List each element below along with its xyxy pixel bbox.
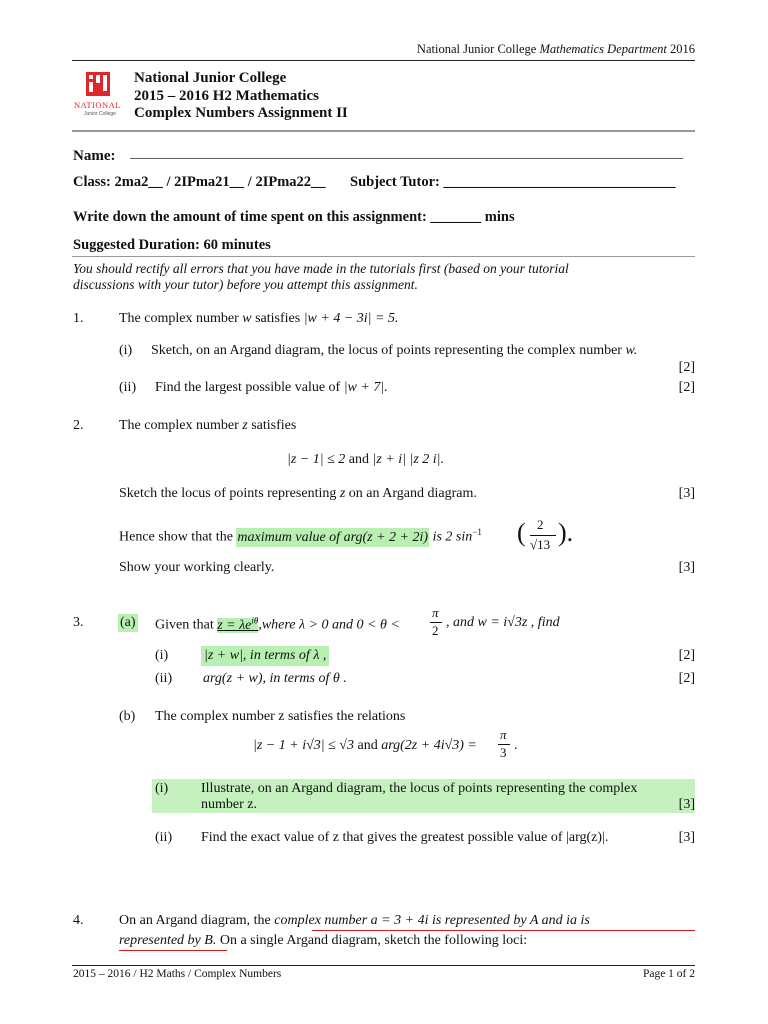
q3-part-bi-line2: number z. bbox=[201, 797, 257, 812]
q1-part-i-text: Sketch, on an Argand diagram, the locus of points representing the complex number w. bbox=[151, 343, 638, 358]
q2-number: 2. bbox=[73, 418, 84, 433]
q3-part-aii-label: (ii) bbox=[155, 671, 173, 686]
q2-highlight: maximum value of arg(z + 2 + 2i) bbox=[237, 529, 429, 545]
q3-number: 3. bbox=[73, 615, 84, 630]
q2-frac-den: √13 bbox=[530, 537, 551, 552]
q3-part-ai-marks: [2] bbox=[678, 648, 695, 663]
running-head: National Junior College Mathematics Department 2016 bbox=[416, 42, 695, 56]
q4-number: 4. bbox=[73, 913, 84, 928]
footer-rule bbox=[72, 965, 695, 966]
q1-part-i-marks: [2] bbox=[678, 360, 695, 375]
header-rule bbox=[72, 60, 695, 61]
college-logo bbox=[72, 70, 124, 120]
q2-fraction: ( bbox=[517, 518, 526, 547]
name-label: Name: bbox=[73, 148, 116, 164]
duration-label: Suggested Duration: 60 minutes bbox=[73, 237, 271, 253]
q4-line-1: On an Argand diagram, the complex number a = 3 + 4i is represented by A and ia is bbox=[119, 913, 590, 928]
instruction-line-1: You should rectify all errors that you have made in the tutorials first (based on your tutorial bbox=[73, 261, 569, 276]
q2-sketch-text: Sketch the locus of points representing z on an Argand diagram. bbox=[119, 486, 477, 501]
q3-pi-den: 2 bbox=[432, 623, 439, 638]
instruction-line-2: discussions with your tutor) before you attempt this assignment. bbox=[73, 277, 418, 292]
duration-rule bbox=[72, 256, 695, 257]
title-line-2: 2015 – 2016 H2 Mathematics bbox=[134, 88, 319, 104]
q3-part-bi-label: (i) bbox=[155, 781, 169, 796]
q3-b-pi-num: π bbox=[500, 727, 507, 742]
logo-subtext: Junior College bbox=[84, 111, 116, 117]
tutor-label[interactable]: Subject Tutor: ________________________________ bbox=[350, 174, 676, 190]
q3-part-aii-expr: arg(z + w), in terms of θ . bbox=[203, 671, 347, 686]
q4-line-2: represented by B. On a single Argand diagram, sketch the following loci: bbox=[119, 933, 528, 948]
q3-part-aii-marks: [2] bbox=[678, 671, 695, 686]
footer-page-number: Page 1 of 2 bbox=[642, 968, 695, 980]
q3-part-bii-marks: [3] bbox=[678, 830, 695, 845]
q3-part-b-text: The complex number z satisfies the relations bbox=[155, 709, 406, 724]
q3-b-pi-den: 3 bbox=[500, 745, 507, 760]
q2-working-text: Show your working clearly. bbox=[119, 560, 275, 575]
q1-part-i-label: (i) bbox=[119, 343, 133, 358]
q1-part-ii-marks: [2] bbox=[678, 380, 695, 395]
title-rule bbox=[72, 130, 695, 132]
q2-stem: The complex number z satisfies bbox=[119, 418, 297, 433]
q1-part-ii-text: Find the largest possible value of |w + 7|. bbox=[155, 380, 388, 395]
q3-part-bii-label: (ii) bbox=[155, 830, 173, 845]
q2-frac-bar bbox=[530, 535, 556, 536]
q3-pi-num: π bbox=[432, 605, 439, 620]
q3-part-a-label: (a) bbox=[120, 615, 136, 630]
q3-part-ai-label: (i) bbox=[155, 648, 169, 663]
q1-number: 1. bbox=[73, 311, 84, 326]
q3-part-b-relations: |z − 1 + i√3| ≤ √3 and arg(2z + 4i√3) = bbox=[253, 738, 477, 753]
q4-red-underline-1 bbox=[312, 930, 695, 931]
q2-frac-num: 2 bbox=[537, 517, 544, 532]
q3-part-b-label: (b) bbox=[119, 709, 136, 724]
q2-working-marks: [3] bbox=[678, 560, 695, 575]
logo-text: NATIONAL bbox=[74, 100, 121, 110]
q2-conditions: |z − 1| ≤ 2 and |z + i| |z 2 i|. bbox=[287, 452, 445, 467]
q3-part-ai-expr: |z + w|, in terms of λ , bbox=[201, 646, 329, 666]
time-spent-label[interactable]: Write down the amount of time spent on this assignment: _______ mins bbox=[73, 209, 515, 225]
q1-stem: The complex number w satisfies |w + 4 − 3i| = 5. bbox=[119, 311, 399, 326]
title-line-1: National Junior College bbox=[134, 70, 287, 86]
class-label[interactable]: Class: 2ma2__ / 2IPma21__ / 2IPma22__ bbox=[73, 174, 326, 190]
name-blank[interactable]: _______________________________________________________________________________ bbox=[130, 146, 683, 161]
q4-red-underline-2 bbox=[119, 950, 227, 951]
q3-part-bi-marks: [3] bbox=[678, 797, 695, 812]
q2-hence-text: Hence show that the maximum value of arg(z + 2 + 2i) is 2 $\sin^{-1}$ bbox=[119, 527, 482, 545]
footer-left: 2015 – 2016 / H2 Maths / Complex Numbers bbox=[73, 968, 282, 980]
q2-sketch-marks: [3] bbox=[678, 486, 695, 501]
q3-part-a-end: , and w = i√3z , find bbox=[446, 615, 560, 630]
q3-part-a-text: Given that $z = \lambda e^{i\theta},where$ λ > 0 and 0 < θ < bbox=[155, 615, 400, 633]
q3-part-bi-line1: Illustrate, on an Argand diagram, the locus of points representing the complex bbox=[201, 781, 638, 796]
title-line-3: Complex Numbers Assignment II bbox=[134, 105, 348, 121]
q2-fraction-close: ). bbox=[558, 518, 574, 547]
q1-part-ii-label: (ii) bbox=[119, 380, 137, 395]
q3-part-bii-text: Find the exact value of z that gives the greatest possible value of |arg(z)|. bbox=[201, 830, 609, 845]
q3-b-dot: . bbox=[514, 738, 518, 753]
